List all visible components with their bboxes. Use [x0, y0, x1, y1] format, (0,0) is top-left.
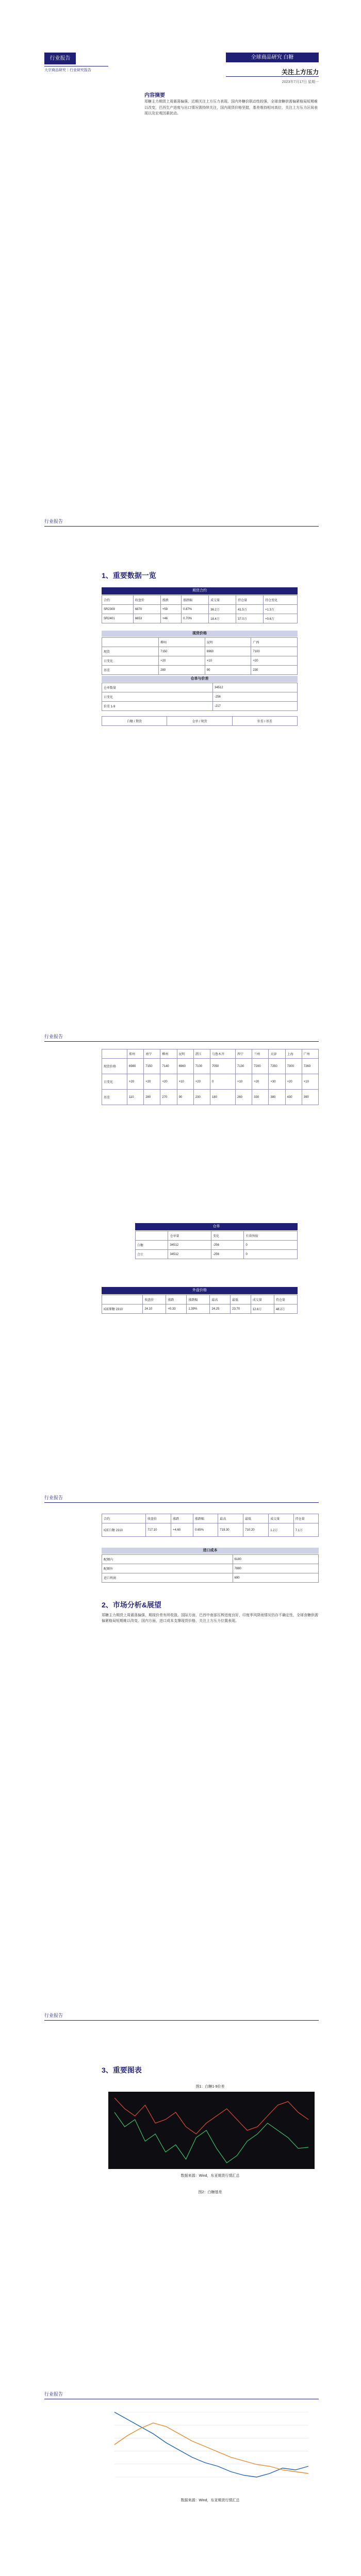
cell: 0 — [244, 1250, 298, 1259]
table-row — [102, 683, 298, 692]
cell: 合约 — [102, 1514, 146, 1523]
cell: 最低 — [231, 1295, 251, 1304]
cell: 430 — [285, 1090, 302, 1105]
report-category-band: 全球商品研究 白糖 — [226, 53, 319, 62]
cell: +59 — [160, 605, 181, 614]
cell: +10 — [205, 656, 251, 666]
cell: 现货 — [102, 647, 159, 656]
cell: 0.87% — [182, 605, 209, 614]
cell: 昆明 — [177, 1049, 193, 1059]
chart-2 — [108, 2406, 315, 2483]
figure-1-source: 数据来源：Wind，东亚期货行情汇总 — [180, 2174, 240, 2178]
cell: 717.10 — [146, 1523, 171, 1537]
cell: +20 — [127, 1074, 144, 1090]
cell: 710.20 — [243, 1523, 269, 1537]
page-rule — [44, 2020, 319, 2021]
cell: +46 — [160, 614, 181, 623]
cell: 7300 — [285, 1059, 302, 1074]
cell: 价差 1-9 — [102, 702, 213, 711]
summary-heading: 内容摘要 — [144, 93, 165, 98]
cell: 仓单 / 现货 — [167, 717, 232, 726]
cell: 变化 — [211, 1231, 243, 1241]
cell: 7100 — [251, 647, 298, 656]
cell: +10 — [236, 1074, 252, 1090]
cell: 7260 — [302, 1059, 318, 1074]
chart-2-background — [108, 2406, 315, 2483]
cell: 37.0万 — [236, 614, 264, 623]
cell: 收盘价 — [146, 1514, 171, 1523]
table5 — [102, 1514, 319, 1537]
cell: 24.10 — [143, 1304, 166, 1314]
cell: 180 — [210, 1090, 235, 1105]
cell: 日变化 — [102, 692, 213, 702]
cell: ICE白糖 2310 — [102, 1523, 146, 1537]
cell: +20 — [160, 1074, 177, 1090]
report-subtitle: 大宗商品研究｜行业研究报告 — [44, 66, 108, 73]
cell: 23.70 — [231, 1304, 251, 1314]
table3-band: 仓单 — [135, 1223, 298, 1230]
chart-1 — [108, 2092, 315, 2169]
table-row — [102, 666, 298, 675]
cell: 7050 — [210, 1059, 235, 1074]
cell: +20 — [159, 656, 205, 666]
figure-2-caption: 图2：白糖基差 — [198, 2191, 222, 2194]
cell: 广西 — [251, 638, 298, 647]
cell: 6980 — [127, 1059, 144, 1074]
cell: 乌鲁木齐 — [210, 1049, 235, 1059]
table-row — [102, 702, 298, 711]
cell: 日变化 — [102, 1074, 127, 1090]
cell: 90 — [177, 1090, 193, 1105]
table1-h3: 涨跌幅 — [182, 596, 209, 605]
cell: 最高 — [218, 1514, 243, 1523]
cell: -256 — [211, 1241, 243, 1250]
cell: +10 — [302, 1074, 318, 1090]
cell: -256 — [211, 1250, 243, 1259]
cell: 白糖 / 期货 — [102, 717, 167, 726]
cell: 基差 — [102, 1090, 127, 1105]
page-header-label: 行业报告 — [44, 1034, 63, 1039]
cell: 兰州 — [252, 1049, 269, 1059]
title-rule — [226, 76, 319, 77]
cell: 690 — [233, 1573, 318, 1583]
cell: +20 — [252, 1074, 269, 1090]
cell: 7150 — [144, 1059, 160, 1074]
cell — [102, 638, 159, 647]
cell: +0.33 — [166, 1304, 187, 1314]
cell: 柳州 — [160, 1049, 177, 1059]
cell: 110 — [127, 1090, 144, 1105]
cell: 配额内 — [102, 1555, 233, 1564]
cell: +20 — [285, 1074, 302, 1090]
page-header-label: 行业报告 — [44, 519, 63, 524]
cell: 持仓量 — [293, 1514, 318, 1523]
table-row — [102, 1573, 319, 1583]
cell: 34512 — [212, 683, 297, 692]
cell: 18.4万 — [209, 614, 236, 623]
table1-h0: 合约 — [102, 596, 134, 605]
cell: 719.30 — [218, 1523, 243, 1537]
cell: 330 — [252, 1090, 269, 1105]
cell: +30 — [269, 1074, 285, 1090]
cell: +10 — [177, 1074, 193, 1090]
report-title: 关注上方压力 — [281, 69, 319, 76]
cell: -256 — [212, 692, 297, 702]
table-row — [102, 1523, 319, 1537]
table-row — [102, 1074, 319, 1090]
cell: 合计 — [136, 1250, 168, 1259]
cell: 配额外 — [102, 1564, 233, 1573]
cell: 6960 — [177, 1059, 193, 1074]
page-rule — [44, 1502, 319, 1503]
table-row — [102, 692, 298, 702]
table-row — [102, 1090, 319, 1105]
cell: SR2309 — [102, 605, 134, 614]
cell: 白糖 — [136, 1241, 168, 1250]
cell: 7880 — [233, 1564, 318, 1573]
report-date: 2023年7月17日 星期一 — [282, 80, 319, 84]
page-rule — [44, 526, 319, 527]
page-header-label: 行业报告 — [44, 2392, 63, 2397]
section-2-title: 2、市场分析&展望 — [102, 1601, 161, 1609]
cell: 90 — [205, 666, 251, 675]
cell: 基差 — [102, 666, 159, 675]
table-row — [102, 1059, 319, 1074]
cell: 南宁 — [144, 1049, 160, 1059]
table-row — [102, 1304, 298, 1314]
cell: +0.6万 — [264, 614, 298, 623]
table1-h4: 成交量 — [209, 596, 236, 605]
figure-1-caption: 图1：白糖1-9价差 — [195, 2085, 225, 2089]
cell: 价差 / 基差 — [232, 717, 297, 726]
table5-import — [102, 1554, 319, 1583]
page-header-label: 行业报告 — [44, 1495, 63, 1500]
cell: 7.1万 — [293, 1523, 318, 1537]
cell: 郑州 — [127, 1049, 144, 1059]
cell: 0 — [210, 1074, 235, 1090]
cell: 280 — [159, 666, 205, 675]
table4-band: 外盘价格 — [102, 1287, 298, 1294]
cell: 6960 — [205, 647, 251, 656]
cell: 最高 — [210, 1295, 231, 1304]
cell: 12.6万 — [251, 1304, 274, 1314]
cell: 7140 — [160, 1059, 177, 1074]
cell: 广州 — [302, 1049, 318, 1059]
cell: 260 — [236, 1090, 252, 1105]
cell: 380 — [269, 1090, 285, 1105]
page-rule — [44, 1041, 319, 1042]
cell — [136, 1231, 168, 1241]
cell: 成交量 — [269, 1514, 293, 1523]
cell: 仓单数量 — [102, 683, 213, 692]
figure-2-source: 数据来源：Wind，东亚期货行情汇总 — [180, 2499, 240, 2502]
report-badge: 行业报告 — [44, 53, 76, 64]
cell: +20 — [144, 1074, 160, 1090]
cell: 仓单量 — [168, 1231, 211, 1241]
cell: 6870 — [133, 605, 160, 614]
cell: -217 — [212, 702, 297, 711]
table4 — [102, 1295, 298, 1314]
table-row — [102, 1555, 319, 1564]
table2 — [102, 1049, 319, 1105]
cell: 230 — [251, 666, 298, 675]
cell: 天津 — [269, 1049, 285, 1059]
cell: 41.5万 — [236, 605, 264, 614]
cell: 7130 — [236, 1059, 252, 1074]
cell: 7150 — [159, 647, 205, 656]
table1-band2: 现货价格 — [102, 631, 298, 637]
cell: 7100 — [193, 1059, 210, 1074]
cell: 涨跌幅 — [187, 1295, 210, 1304]
cell: 西宁 — [236, 1049, 252, 1059]
cell: 270 — [160, 1090, 177, 1105]
cell: 36.2万 — [209, 605, 236, 614]
table1-h6: 持仓变化 — [264, 596, 298, 605]
cell: 0.65% — [193, 1523, 218, 1537]
cell: 34512 — [168, 1250, 211, 1259]
cell: +20 — [193, 1074, 210, 1090]
cell: +4.60 — [171, 1523, 193, 1537]
cell: +1.3万 — [264, 605, 298, 614]
cell: 34512 — [168, 1241, 211, 1250]
cell: 24.25 — [210, 1304, 231, 1314]
section-2-text: 郑糖主力期货上周震荡偏强，期现价差有所收敛。国际方面，巴西中南部压榨进度良好，印度季风降雨情况仍存不确定性，全球食糖供需偏紧格局短期难以改变。国内方面，进口成本支撑现货价格，关注上方压力位置表现。 — [102, 1614, 318, 1623]
cell: 上海 — [285, 1049, 302, 1059]
cell: 涨跌 — [171, 1514, 193, 1523]
cell — [102, 1295, 143, 1304]
summary-text: 郑糖主力期货上周震荡偏强，近期关注上方压力表现。国内外糖价联动性较强，全球食糖供需偏紧格局短期难以改变，巴西生产进度与出口情况需持续关注，国内现货价格坚挺，基差维持相对高位，关注上方压力区间表现以及宏观因素扰动。 — [144, 100, 318, 115]
cell: 230 — [193, 1090, 210, 1105]
cell: 成交量 — [251, 1295, 274, 1304]
cell: SR2401 — [102, 614, 134, 623]
cell: 1.39% — [187, 1304, 210, 1314]
cell: 日变化 — [102, 656, 159, 666]
table1-spot — [102, 637, 298, 675]
table1-warehouse — [102, 683, 298, 711]
table-row — [102, 614, 298, 623]
cell: 进口利润 — [102, 1573, 233, 1583]
cell: 7200 — [252, 1059, 269, 1074]
table-row — [102, 656, 298, 666]
table1-footer — [102, 716, 298, 726]
cell: 昆明 — [205, 638, 251, 647]
cell: 湛江 — [193, 1049, 210, 1059]
cell: 涨跌幅 — [193, 1514, 218, 1523]
page-header-label: 行业报告 — [44, 2013, 63, 2018]
cell: 柳州 — [159, 638, 205, 647]
table5-band: 进口成本 — [102, 1548, 319, 1554]
table1 — [102, 595, 298, 623]
table-row — [102, 647, 298, 656]
cell: +20 — [251, 656, 298, 666]
cell: 最低 — [243, 1514, 269, 1523]
table1-h2: 涨跌 — [160, 596, 181, 605]
table-row — [136, 1250, 298, 1259]
cell: 1.2万 — [269, 1523, 293, 1537]
cell: 收盘价 — [143, 1295, 166, 1304]
table1-band3: 仓单与价差 — [102, 676, 298, 682]
cell: ICE原糖 2310 — [102, 1304, 143, 1314]
cell: 280 — [144, 1090, 160, 1105]
cell: 390 — [302, 1090, 318, 1105]
cell — [102, 1049, 127, 1059]
section-1-title: 1、重要数据一览 — [102, 571, 156, 580]
cell: 涨跌 — [166, 1295, 187, 1304]
cell: 0 — [244, 1241, 298, 1250]
cell: 有效预报 — [244, 1231, 298, 1241]
cell: 48.2万 — [274, 1304, 297, 1314]
cell: 0.70% — [182, 614, 209, 623]
table-row — [102, 1564, 319, 1573]
table-row — [102, 605, 298, 614]
cell: 6180 — [233, 1555, 318, 1564]
cell: 6653 — [133, 614, 160, 623]
table1-band: 期货合约 — [102, 587, 298, 595]
section-3-title: 3、重要图表 — [102, 2066, 142, 2074]
table-row — [136, 1241, 298, 1250]
table1-h5: 持仓量 — [236, 596, 264, 605]
cell: 现货价格 — [102, 1059, 127, 1074]
table3 — [135, 1231, 298, 1259]
table1-h1: 收盘价 — [133, 596, 160, 605]
cell: 7250 — [269, 1059, 285, 1074]
cell: 持仓量 — [274, 1295, 297, 1304]
